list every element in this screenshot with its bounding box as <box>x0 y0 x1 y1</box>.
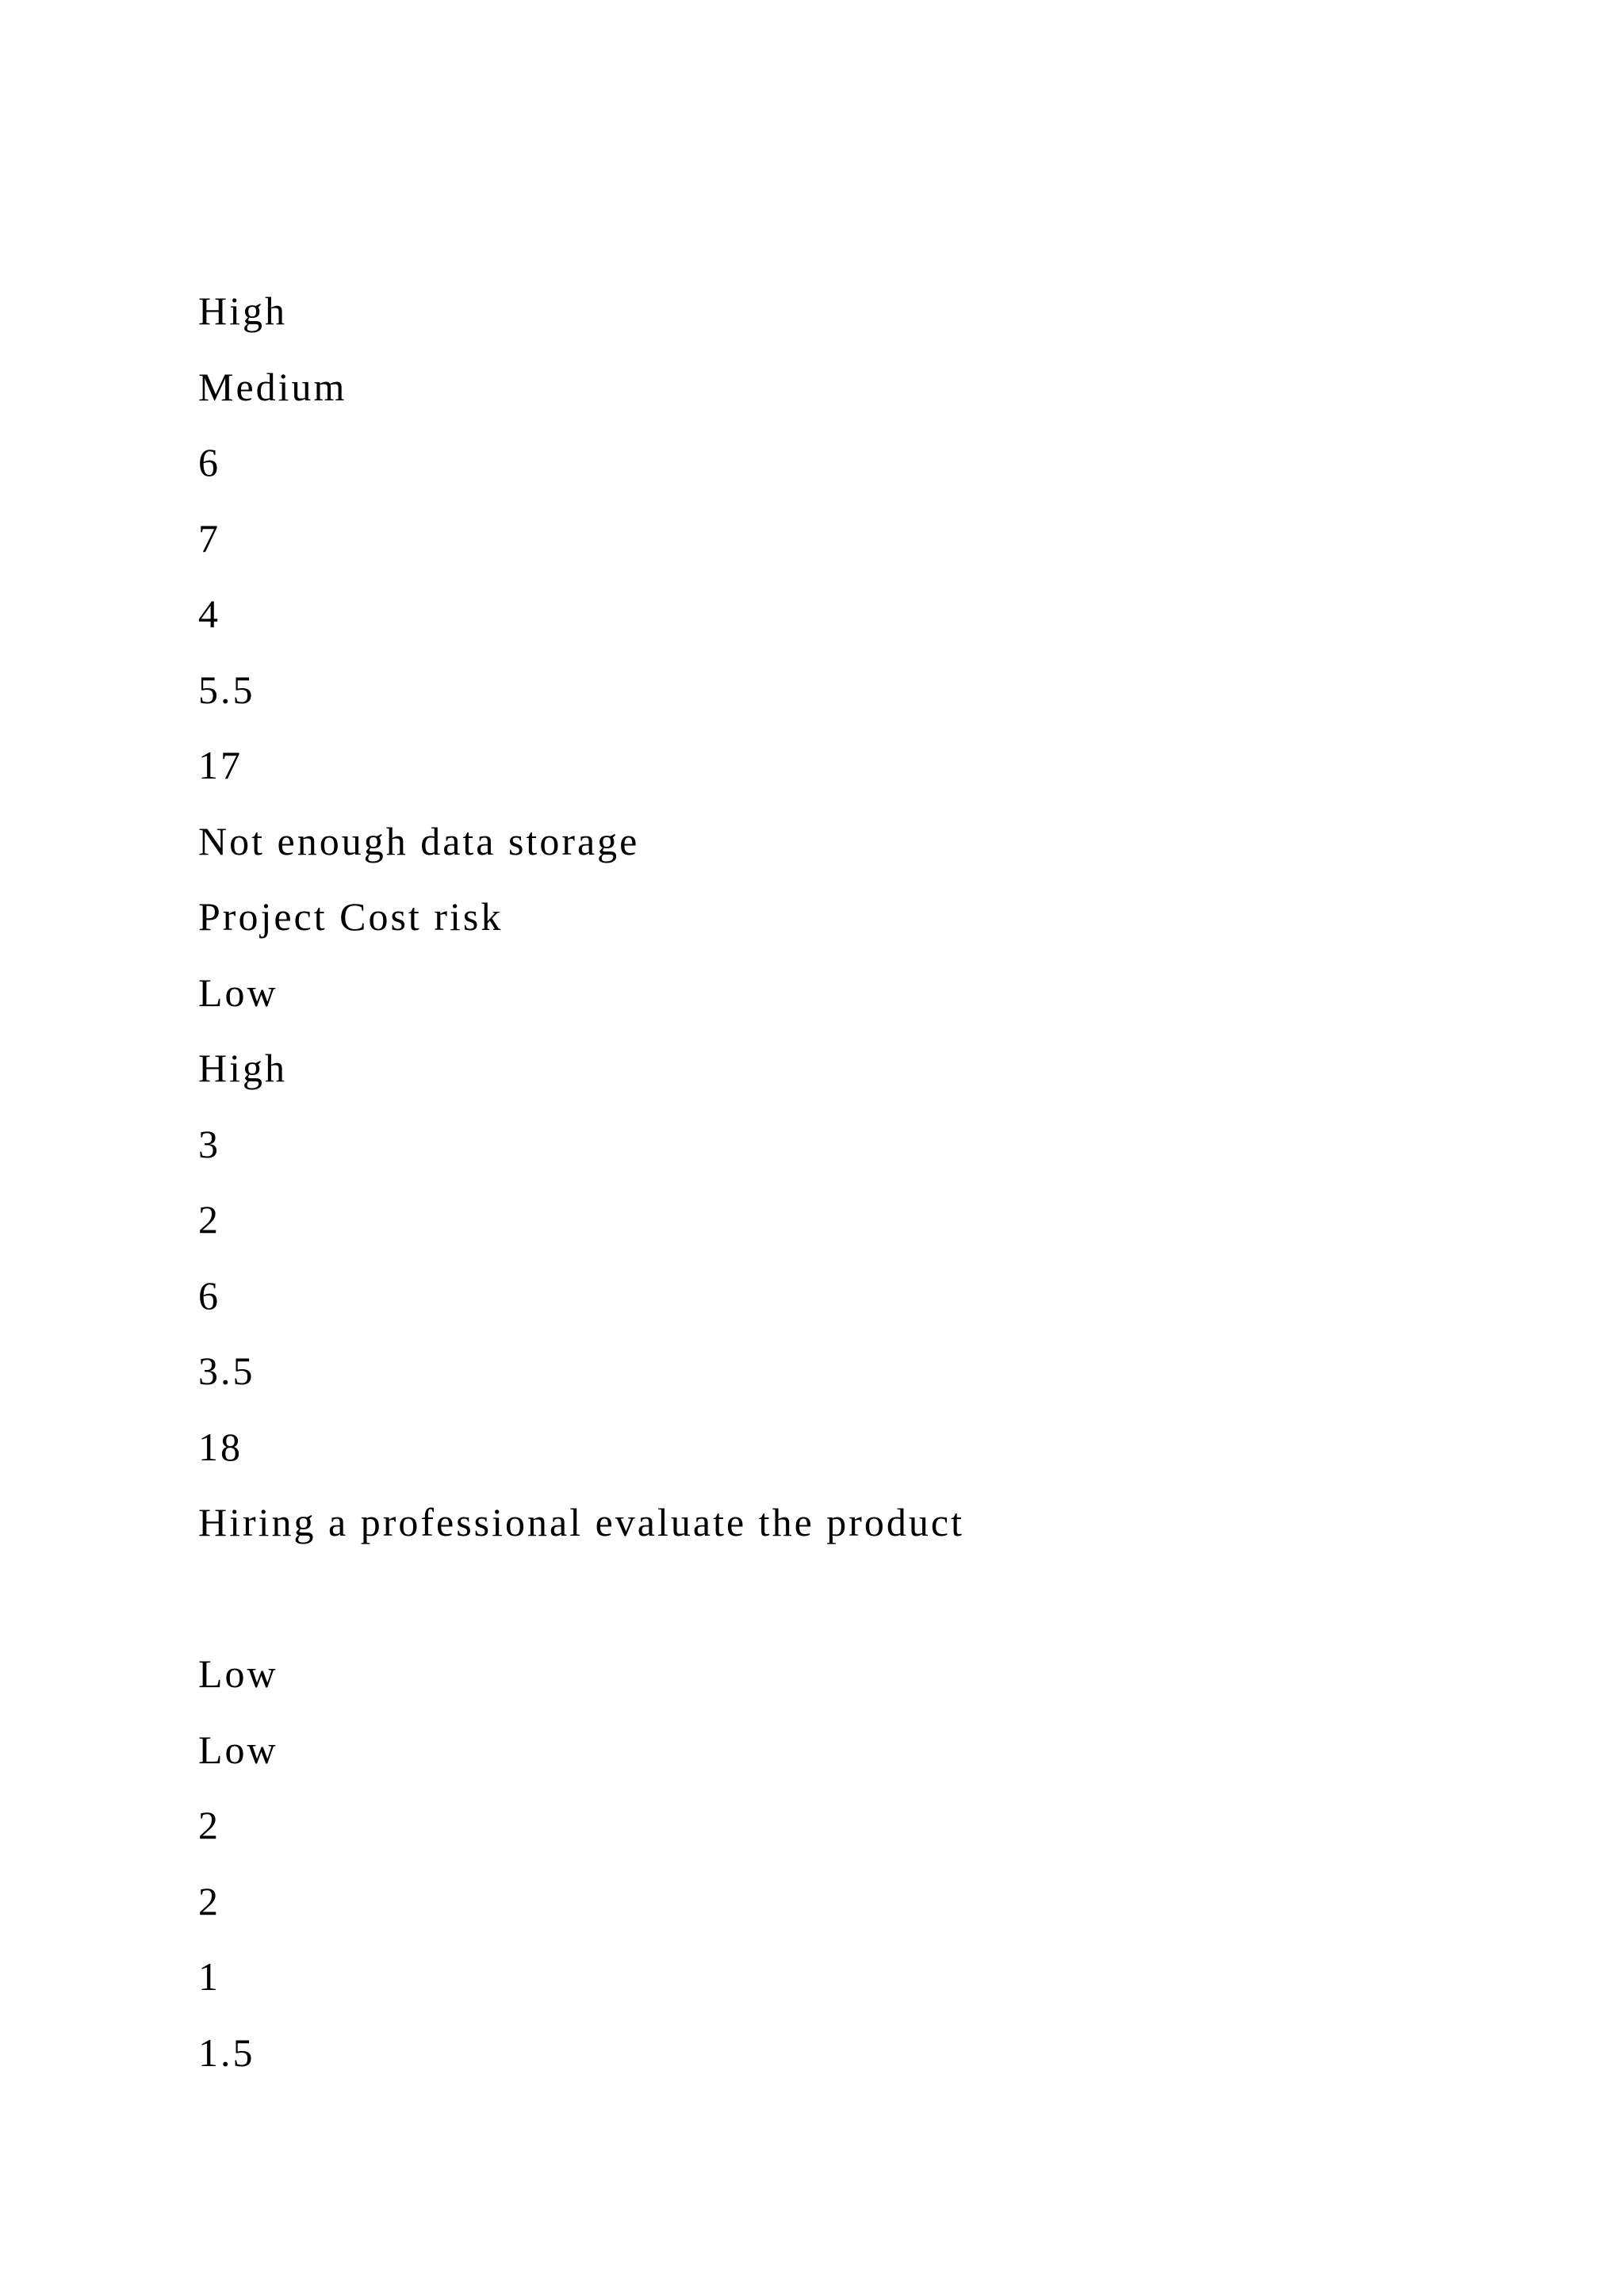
text-line: Low <box>198 1651 278 1696</box>
text-line: 7 <box>198 515 220 561</box>
text-line: High <box>198 289 287 333</box>
text-line: 3 <box>198 1121 220 1166</box>
text-line: 4 <box>198 591 220 636</box>
text-line: High <box>198 1046 287 1090</box>
text-line: Project Cost risk <box>198 894 504 939</box>
text-line: 6 <box>198 440 220 484</box>
text-line: 17 <box>198 743 243 787</box>
blank-line <box>198 1561 1546 1637</box>
text-line: 18 <box>198 1424 243 1469</box>
text-line: 2 <box>198 1878 220 1923</box>
text-line: 3.5 <box>198 1349 255 1393</box>
text-line: 2 <box>198 1197 220 1242</box>
text-line: Low <box>198 970 278 1015</box>
text-line: 5.5 <box>198 667 255 712</box>
text-line: 6 <box>198 1272 220 1318</box>
text-line: 2 <box>198 1803 220 1847</box>
text-line: 1.5 <box>198 2030 255 2075</box>
text-line: Not enough data storage <box>198 818 640 863</box>
text-line: 1 <box>198 1954 220 1999</box>
text-lines <box>198 274 1546 2091</box>
text-line: Low <box>198 1727 278 1772</box>
text-line: Hiring a professional evaluate the product <box>198 1500 964 1544</box>
text-line: Medium <box>198 364 347 409</box>
